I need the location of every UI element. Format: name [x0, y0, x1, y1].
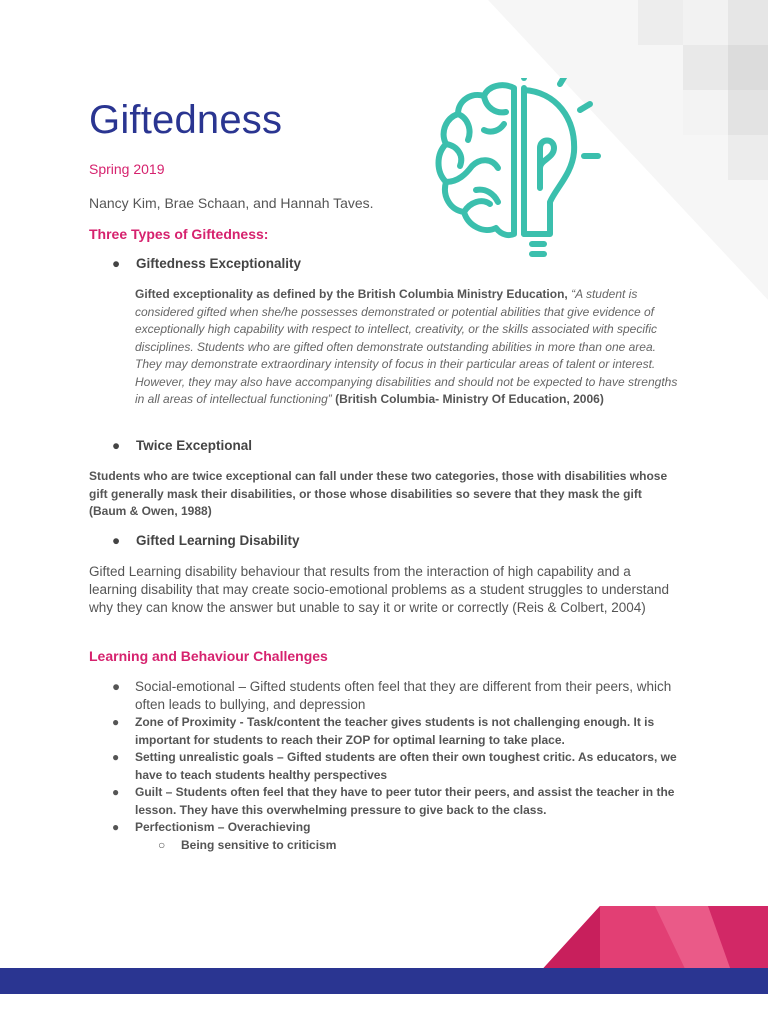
- challenges-list: [112, 678, 682, 854]
- bullet-dot-icon: ●: [112, 679, 121, 694]
- exceptionality-definition: [135, 286, 680, 409]
- bullet-dot-icon: ●: [112, 533, 121, 548]
- bullet-twice-exceptional: [112, 438, 252, 453]
- list-item: [112, 678, 682, 714]
- bullet-label: Twice Exceptional: [136, 438, 253, 453]
- bullet-dot-icon: ●: [112, 438, 121, 453]
- footer-margin: [0, 994, 768, 1024]
- hollow-circle-bullet-icon: ○: [158, 837, 166, 852]
- bullet-gifted-learning-disability: [112, 533, 300, 548]
- page-title: Giftedness: [89, 98, 283, 142]
- bullet-giftedness-exceptionality: [112, 256, 301, 271]
- challenges-heading: Learning and Behaviour Challenges: [89, 648, 328, 664]
- list-item-text: Social-emotional – Gifted students often feel that they are different from their peers, which often leads to bullying, and depression: [135, 679, 672, 712]
- bullet-dot-icon: ●: [112, 715, 120, 729]
- list-item-text: Guilt – Students often feel that they have to peer tutor their peers, and assist the teacher in the lesson. They have this overwhelming pressure to give back to the class.: [135, 785, 675, 817]
- list-item-text: Setting unrealistic goals – Gifted students are often their own toughest critic. As educators, we have to teach students healthy perspectives: [135, 750, 677, 782]
- gifted-learning-disability-text: Gifted Learning disability behaviour that results from the interaction of high capability and a learning disability that may create socio-emotional problems as a student struggles to understand why they can know the answer but unable to say it or write or correctly (Reis & Colbert, 2004): [89, 564, 670, 615]
- sub-list-item-text: Being sensitive to criticism: [181, 837, 337, 852]
- types-heading: Three Types of Giftedness:: [89, 226, 269, 242]
- sub-list-item: [136, 837, 682, 855]
- definition-quote: “A student is considered gifted when she/he possesses demonstrated or potential abilities that give evidence of exceptionally high capability with respect to intellect, creativity, or the skills associated with specific disciplines. Students who are gifted often demonstrate outstanding abilities in more than one area. They may demonstrate extraordinary intensity of focus in their particular areas of talent or interest. However, they may also have accompanying disabilities and should not be expected to have strengths in all areas of intellectual functioning”: [135, 287, 678, 406]
- list-item-text: Zone of Proximity - Task/content the teacher gives students is not challenging enough. It is important for students to reach their ZOP for optimal learning to take place.: [135, 715, 655, 747]
- twice-exceptional-text: Students who are twice exceptional can fall under these two categories, those with disabilities whose gift generally mask their disabilities, or those whose disabilities so severe that they mask the gift (Baum & Owen, 1988): [89, 469, 668, 518]
- footer-band: [0, 968, 768, 994]
- bullet-dot-icon: ●: [112, 820, 120, 834]
- bullet-dot-icon: ●: [112, 256, 121, 271]
- bullet-dot-icon: ●: [112, 785, 120, 799]
- page-subtitle: Spring 2019: [89, 161, 165, 177]
- list-item: [112, 784, 682, 819]
- definition-citation: (British Columbia- Ministry Of Education, 2006): [331, 392, 604, 406]
- list-item: [112, 714, 682, 749]
- bullet-label: Giftedness Exceptionality: [136, 256, 302, 271]
- definition-intro: Gifted exceptionality as defined by the British Columbia Ministry Education,: [135, 287, 572, 301]
- authors-line: Nancy Kim, Brae Schaan, and Hannah Taves.: [89, 195, 374, 211]
- bullet-dot-icon: ●: [112, 750, 120, 764]
- brain-lightbulb-icon: [432, 78, 604, 260]
- list-item-text: Perfectionism – Overachieving: [135, 820, 311, 834]
- list-item: [112, 819, 682, 837]
- bullet-label: Gifted Learning Disability: [136, 533, 300, 548]
- list-item: [112, 749, 682, 784]
